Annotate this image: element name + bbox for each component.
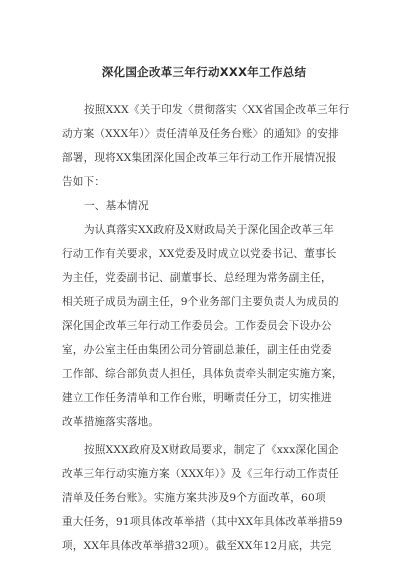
section-heading: 一、基本情况 bbox=[84, 200, 149, 212]
document-body bbox=[62, 98, 352, 558]
paragraph-line: 部署，现将XX集团深化国企改革三年行动工作开展情况报 bbox=[62, 152, 337, 164]
paragraph-line: 改革三年行动实施方案（XXX年）》及《三年行动工作责任 bbox=[62, 468, 339, 480]
paragraph-line: 告如下： bbox=[62, 176, 106, 188]
paragraph-line: 工作部、综合部负责人担任，具体负责牵头制定实施方案， bbox=[62, 368, 343, 380]
document-title: 深化国企改革三年行动XXX年工作总结 bbox=[101, 65, 307, 79]
paragraph-line: 深化国企改革三年行动工作委员会。工作委员会下设办公 bbox=[62, 320, 332, 332]
paragraph-line: 动方案（XXX年）〉责任清单及任务台账〉的通知》的安排 bbox=[62, 128, 339, 140]
paragraph-line: 行动工作有关要求，XX党委及时成立以党委书记、董事长 bbox=[62, 248, 337, 260]
paragraph-line: 相关班子成员为副主任，9个业务部门主要负责人为成员的 bbox=[62, 296, 339, 308]
paragraph-line: 项，XX年具体改革举措32项）。截至XX年12月底，共完 bbox=[62, 540, 332, 552]
paragraph-line: 重大任务，91项具体改革举措（其中XX年具体改革举措59 bbox=[62, 516, 343, 528]
paragraph-line: 室，办公室主任由集团公司分管副总兼任，副主任由党委 bbox=[62, 344, 332, 356]
paragraph-line: 按照XXX《关于印发〈贯彻落实〈XX省国企改革三年行 bbox=[84, 104, 350, 116]
paragraph-line: 按照XXX政府及X财政局要求，制定了《xxx深化国企 bbox=[84, 444, 339, 456]
paragraph-line: 为主任，党委副书记、副董事长、总经理为常务副主任， bbox=[62, 272, 332, 284]
paragraph-line: 建立工作任务清单和工作台账，明晰责任分工，切实推进 bbox=[62, 392, 332, 404]
paragraph-line: 改革措施落实落地。 bbox=[62, 416, 160, 428]
paragraph-line: 清单及任务台账》。实施方案共涉及9个方面改革，60项 bbox=[62, 492, 326, 504]
paragraph-line: 为认真落实XX政府及X财政局关于深化国企改革三年 bbox=[84, 224, 334, 236]
